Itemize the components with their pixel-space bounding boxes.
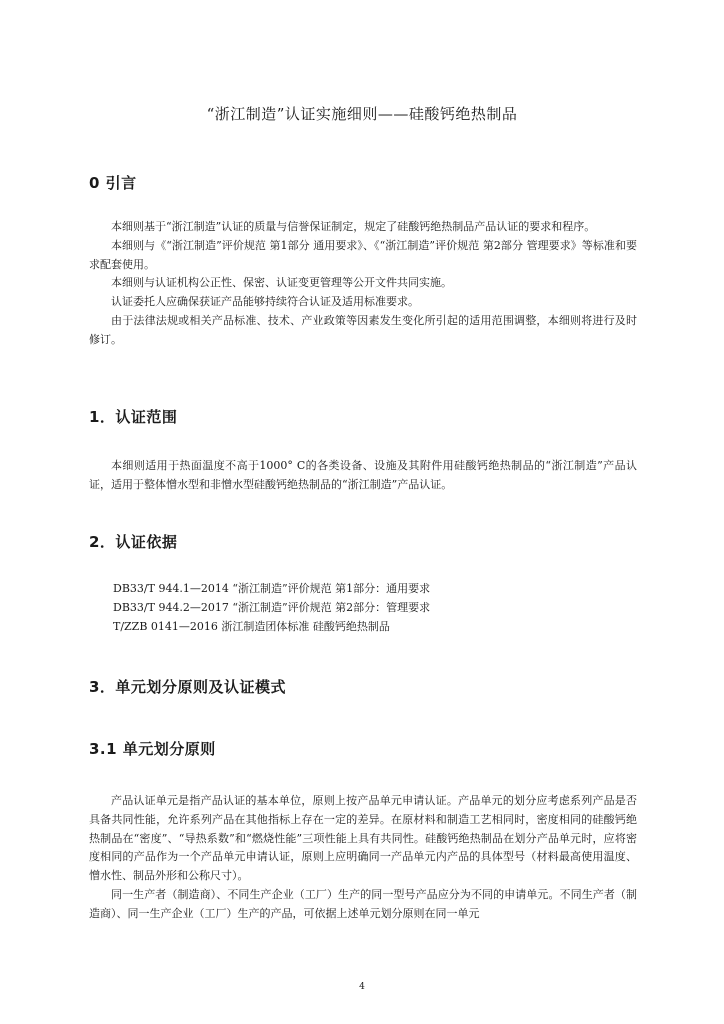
reference-item: DB33/T 944.1—2014 “浙江制造”评价规范 第1部分：通用要求 — [113, 582, 431, 595]
paragraph: 产品认证单元是指产品认证的基本单位，原则上按产品单元申请认证。产品单元的划分应考虑系列产品是否具备共同性能，允许系列产品在其他指标上存在一定的差异。在原材料和制造工艺相同时，密度相同的硅酸钙绝热制品在“密度”、“导热系数”和“燃烧性能”三项性能上具有共同性。硅酸钙绝热制品在划分产品单元时，应将密度相同的产品作为一个产品单元申请认证，原则上应明确同一产品单元内产品的具体型号（材料最高使用温度、憎水性、制品外形和公称尺寸）。 — [89, 794, 637, 883]
reference-item: DB33/T 944.2—2017 “浙江制造”评价规范 第2部分：管理要求 — [113, 600, 431, 614]
paragraph: 本细则适用于热面温度不高于1000° C的各类设备、设施及其附件用硅酸钙绝热制品的“浙江制造”产品认证，适用于整体憎水型和非憎水型硅酸钙绝热制品的“浙江制造”产品认证。 — [89, 459, 637, 491]
section-heading-scope: 1．认证范围 — [89, 408, 178, 426]
document-title: “浙江制造”认证实施细则——硅酸钙绝热制品 — [206, 105, 518, 123]
section-heading-unit-principle: 3.1 单元划分原则 — [89, 740, 216, 758]
section-heading-basis: 2．认证依据 — [89, 533, 178, 551]
paragraph: 本细则与认证机构公正性、保密、认证变更管理等公开文件共同实施。 — [111, 276, 452, 290]
section-heading-intro: 0 引言 — [89, 174, 137, 192]
reference-item: T/ZZB 0141—2016 浙江制造团体标准 硅酸钙绝热制品 — [113, 619, 390, 633]
section-heading-unit-mode: 3．单元划分原则及认证模式 — [89, 678, 286, 696]
paragraph: 认证委托人应确保获证产品能够持续符合认证及适用标准要求。 — [111, 295, 419, 309]
reference-list — [113, 580, 633, 636]
section-body-intro — [89, 218, 637, 350]
paragraph: 由于法律法规或相关产品标准、技术、产业政策等因素发生变化所引起的适用范围调整，本细则将进行及时修订。 — [89, 313, 637, 346]
page-number: 4 — [359, 982, 365, 992]
paragraph: 同一生产者（制造商）、不同生产企业（工厂）生产的同一型号产品应分为不同的申请单元。不同生产者（制造商）、同一生产企业（工厂）生产的产品，可依据上述单元划分原则在同一单元 — [89, 887, 637, 920]
section-body-unit-principle — [89, 792, 637, 924]
section-body-scope — [89, 457, 637, 495]
paragraph: 本细则与《“浙江制造”评价规范 第1部分 通用要求》、《“浙江制造”评价规范 第2部分 管理要求》等标准和要求配套使用。 — [89, 238, 637, 271]
paragraph: 本细则基于“浙江制造”认证的质量与信誉保证制定，规定了硅酸钙绝热制品产品认证的要求和程序。 — [111, 220, 596, 233]
